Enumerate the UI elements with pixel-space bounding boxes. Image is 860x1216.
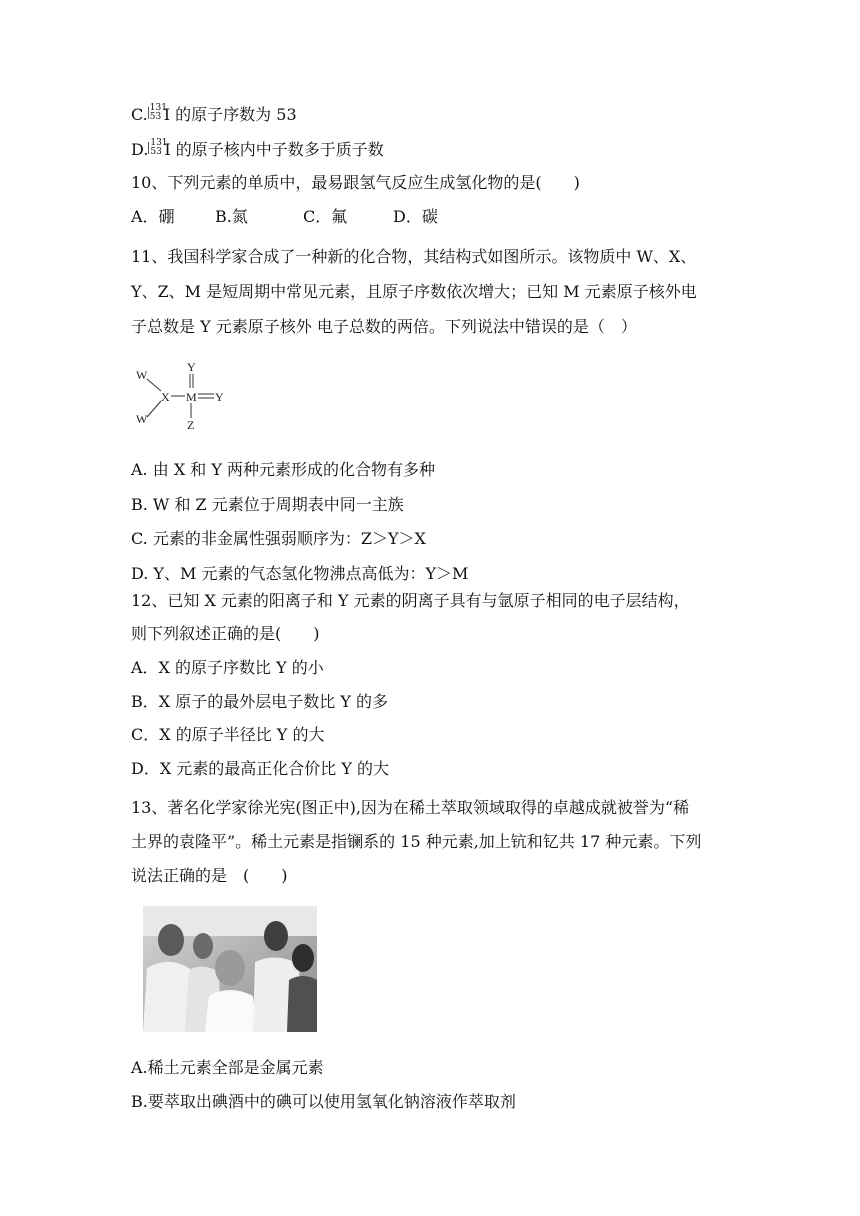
question-13-stem-line-3: 说法正确的是 ( ) [131,866,288,885]
question-13-stem-line-2: 土界的袁隆平”。稀土元素是指镧系的 15 种元素,加上钪和钇共 17 种元素。下列 [131,832,702,851]
option-c-iodine [131,104,297,126]
isotope-mass-number: 131 [150,138,168,148]
q11-option-d: D. Y、M 元素的气态氢化物沸点高低为：Y＞M [131,564,469,583]
question-11-stem-line-3: 子总数是 Y 元素原子核外 电子总数的两倍。下列说法中错误的是（ ） [131,317,637,336]
q12-option-b: B．X 原子的最外层电子数比 Y 的多 [131,692,388,711]
structural-formula-figure [130,355,240,435]
atom-y-right: Y [215,390,224,404]
q12-option-a: A．X 的原子序数比 Y 的小 [131,658,324,677]
bond-w-x-bottom [147,401,161,417]
q10-option-a: A．硼 [131,207,175,226]
q11-option-b: B. W 和 Z 元素位于周期表中同一主族 [131,495,404,514]
question-11-stem-line-1: 11、我国科学家合成了一种新的化合物，其结构式如图所示。该物质中 W、X、 [131,247,697,266]
option-d-iodine [131,139,384,161]
question-12-stem-line-1: 12、已知 X 元素的阳离子和 Y 元素的阴离子具有与氩原子相同的电子层结构， [131,591,690,610]
chemist-group-photo [143,906,317,1032]
option-c-prefix: C. [131,105,148,124]
option-d-text: I 的原子核内中子数多于质子数 [164,140,384,159]
q12-option-d: D．X 元素的最高正化合价比 Y 的大 [131,759,390,778]
q11-option-c: C. 元素的非金属性强弱顺序为：Z＞Y＞X [131,529,426,548]
q10-option-c: C．氟 [303,207,348,226]
atom-w-top: W [136,368,148,382]
isotope-mass-number: 131 [149,103,167,113]
atom-y-top: Y [187,360,196,374]
iodine-isotope-notation [148,138,168,158]
option-c-text: I 的原子序数为 53 [163,105,297,124]
isotope-atomic-number: 53 [150,147,162,157]
atom-x: X [161,390,170,404]
question-12-stem-line-2: 则下列叙述正确的是( ) [131,624,320,643]
bond-w-x-top [147,379,161,391]
q13-option-b: B.要萃取出碘酒中的碘可以使用氢氧化钠溶液作萃取剂 [131,1092,516,1111]
iodine-isotope-notation [148,103,167,123]
atom-z: Z [187,418,195,432]
q13-option-a: A.稀土元素全部是金属元素 [131,1058,324,1077]
question-13-stem-line-1: 13、著名化学家徐光宪(图正中),因为在稀土萃取领域取得的卓越成就被誉为“稀 [131,798,690,817]
q10-option-b: B.氮 [215,207,248,226]
q10-option-d: D．碳 [393,207,438,226]
question-11-stem-line-2: Y、Z、M 是短周期中常见元素，且原子序数依次增大；已知 M 元素原子核外电 [131,282,697,301]
option-d-prefix: D. [131,140,149,159]
question-10-options [131,206,438,228]
q12-option-c: C．X 的原子半径比 Y 的大 [131,725,325,744]
atom-m: M [186,390,197,404]
question-10-stem: 10、下列元素的单质中，最易跟氢气反应生成氢化物的是( ) [131,173,580,192]
atom-w-bottom: W [136,412,148,426]
q11-option-a: A. 由 X 和 Y 两种元素形成的化合物有多种 [131,460,436,479]
isotope-atomic-number: 53 [149,112,162,122]
